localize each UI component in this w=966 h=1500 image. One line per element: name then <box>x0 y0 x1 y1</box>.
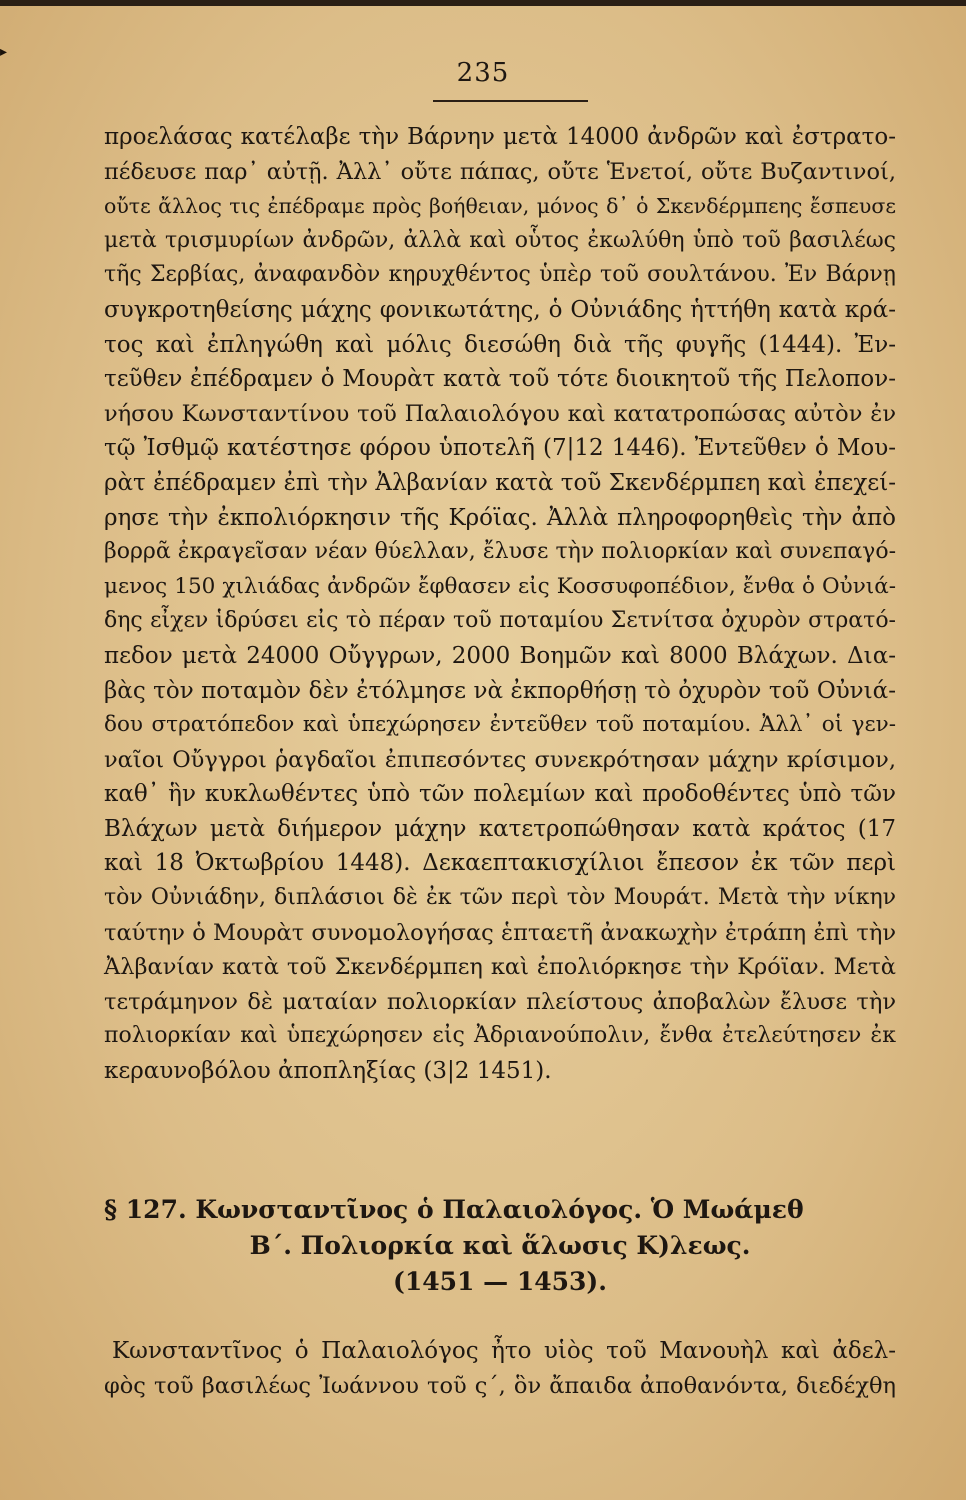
text-line: τῆς Σερβίας, ἀναφανδὸν κηρυχθέντος ὑπὲρ τοῦ σουλτάνου. Ἐν Βάρνῃ <box>104 262 896 288</box>
text-line: τὸν Οὐνιάδην, διπλάσιοι δὲ ἐκ τῶν περὶ τὸν Μουράτ. Μετὰ τὴν νίκην <box>104 885 896 911</box>
section-title-line: Β΄. Πολιορκία καὶ ἅλωσις Κ)λεως. <box>249 1231 751 1260</box>
text-line: ναῖοι Οὔγγροι ῥαγδαῖοι ἐπιπεσόντες συνεκρότησαν μάχην κρίσιμον, <box>104 746 896 773</box>
text-line: πολιορκίαν καὶ ὑπεχώρησεν εἰς Ἀδριανούπολιν, ἔνθα ἐτελεύτησεν ἐκ <box>104 1023 896 1049</box>
margin-mark: ▸ <box>0 44 8 60</box>
text-line: μετὰ τρισμυρίων ἀνδρῶν, ἀλλὰ καὶ οὗτος ἐκωλύθη ὑπὸ τοῦ βασιλέως <box>104 227 896 253</box>
text-line: κεραυνοβόλου ἀποπληξίας (3|2 1451). <box>104 1058 552 1085</box>
text-line: τῷ Ἰσθμῷ κατέστησε φόρου ὑποτελῆ (7|12 1446). Ἐντεῦθεν ὁ Μου- <box>104 435 896 462</box>
text-line: Ἀλβανίαν κατὰ τοῦ Σκενδέρμπεη καὶ ἐπολιόρκησε τὴν Κρόϊαν. Μετὰ <box>104 954 896 981</box>
section-heading <box>104 1192 896 1300</box>
text-line: πέδευσε παρ᾽ αὐτῇ. Ἀλλ᾽ οὔτε πάπας, οὔτε Ἑνετοί, οὔτε Βυζαντινοί, <box>104 158 896 185</box>
text-line: ρὰτ ἐπέδραμεν ἐπὶ τὴν Ἀλβανίαν κατὰ τοῦ Σκενδέρμπεη καὶ ἐπεχεί- <box>104 469 896 496</box>
text-line: τεῦθεν ἐπέδραμεν ὁ Μουρὰτ κατὰ τοῦ τότε διοικητοῦ τῆς Πελοπον- <box>104 366 896 393</box>
text-line: δης εἶχεν ἱδρύσει εἰς τὸ πέραν τοῦ ποταμίου Σετνίτσα ὀχυρὸν στρατό- <box>104 608 896 634</box>
main-paragraph <box>104 120 896 1089</box>
text-line: φὸς τοῦ βασιλέως Ἰωάννου τοῦ ς΄, ὃν ἄπαιδα ἀποθανόντα, διεδέχθη <box>104 1372 896 1399</box>
text-line: καὶ 18 Ὀκτωβρίου 1448). Δεκαεπτακισχίλιοι ἔπεσον ἐκ τῶν περὶ <box>104 850 896 877</box>
text-line: οὔτε ἄλλος τις ἐπέδραμε πρὸς βοήθειαν, μόνος δ᾽ ὁ Σκενδέρμπεης ἔσπευσε <box>104 194 896 219</box>
text-line: Κωνσταντῖνος ὁ Παλαιολόγος ἦτο υἱὸς τοῦ Μανουὴλ καὶ ἀδελ- <box>112 1338 896 1364</box>
section-title-line: § 127. Κωνσταντῖνος ὁ Παλαιολόγος. Ὁ Μωάμεθ <box>104 1195 804 1224</box>
text-line: τετράμηνον δὲ ματαίαν πολιορκίαν πλείστους ἀποβαλὼν ἔλυσε τὴν <box>104 988 896 1015</box>
text-line: Βλάχων μετὰ διήμερον μάχην κατετροπώθησαν κατὰ κράτος (17 <box>104 815 896 842</box>
text-line: τος καὶ ἐπληγώθη καὶ μόλις διεσώθη διὰ τῆς φυγῆς (1444). Ἐν- <box>104 331 896 358</box>
section-date-range: (1451 — 1453). <box>393 1267 607 1296</box>
top-border <box>0 0 966 6</box>
text-line: καθ᾽ ἣν κυκλωθέντες ὑπὸ τῶν πολεμίων καὶ προδοθέντες ὑπὸ τῶν <box>104 781 896 808</box>
text-line: ταύτην ὁ Μουρὰτ συνομολογήσας ἑπταετῆ ἀνακωχὴν ἐτράπη ἐπὶ τὴν <box>104 919 896 946</box>
text-line: νήσου Κωνσταντίνου τοῦ Παλαιολόγου καὶ κατατροπώσας αὐτὸν ἐν <box>104 400 896 427</box>
text-line: προελάσας κατέλαβε τὴν Βάρνην μετὰ 14000 ἀνδρῶν καὶ ἐστρατο- <box>104 124 896 150</box>
text-line: μενος 150 χιλιάδας ἀνδρῶν ἔφθασεν εἰς Κοσσυφοπέδιον, ἔνθα ὁ Οὐνιά- <box>104 573 896 599</box>
text-line: πεδον μετὰ 24000 Οὔγγρων, 2000 Βοημῶν καὶ 8000 Βλάχων. Δια- <box>104 642 896 669</box>
page-number: 235 <box>456 58 510 88</box>
header-divider <box>433 100 588 102</box>
text-line: δου στρατόπεδον καὶ ὑπεχώρησεν ἐντεῦθεν τοῦ ποταμίου. Ἀλλ᾽ οἱ γεν- <box>104 712 896 738</box>
text-line: συγκροτηθείσης μάχης φονικωτάτης, ὁ Οὐνιάδης ἡττήθη κατὰ κρά- <box>104 296 896 323</box>
text-line: ρησε τὴν ἐκπολιόρκησιν τῆς Κρόϊας. Ἀλλὰ πληροφορηθεὶς τὴν ἀπὸ <box>104 504 896 531</box>
section-paragraph <box>104 1334 896 1403</box>
text-line: βὰς τὸν ποταμὸν δὲν ἐτόλμησε νὰ ἐκπορθήσῃ τὸ ὀχυρὸν τοῦ Οὐνιά- <box>104 677 896 704</box>
text-line: βορρᾶ ἐκραγεῖσαν νέαν θύελλαν, ἔλυσε τὴν πολιορκίαν καὶ συνεπαγό- <box>104 539 896 565</box>
